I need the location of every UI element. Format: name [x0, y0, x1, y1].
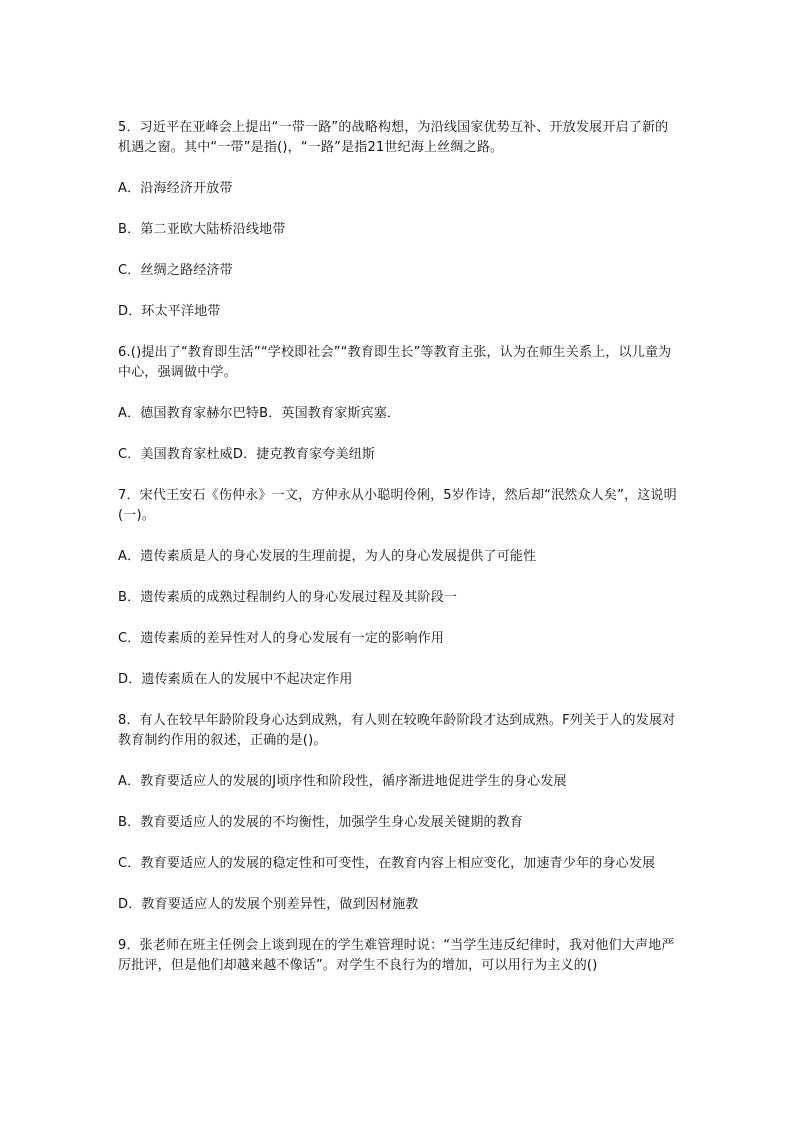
- question-8-option-b: B．教育要适应人的发展的不均衡性，加强学生身心发展关键期的教育: [118, 815, 524, 830]
- question-5-option-b: B．第二亚欧大陆桥沿线地带: [118, 222, 286, 237]
- question-5-option-c: C．丝绸之路经济带: [118, 263, 233, 278]
- question-5-option-d: D．环太平洋地带: [118, 304, 221, 319]
- document-page: [118, 118, 678, 997]
- question-7-stem: 7．宋代王安石《伤仲永》一文，方仲永从小聪明伶俐，5岁作诗，然后却“泯然众人矣”，这说明(一)。: [118, 488, 677, 523]
- question-8-option-c: C．教育要适应人的发展的稳定性和可变性，在教育内容上相应变化，加速青少年的身心发展: [118, 856, 656, 871]
- question-6-options-cd: C．美国教育家杜威D．捷克教育家夸美纽斯: [118, 447, 376, 462]
- question-8-option-a: A．教育要适应人的发展的J顷序性和阶段性，循序渐进地促进学生的身心发展: [118, 774, 567, 789]
- question-5-option-a: A．沿海经济开放带: [118, 181, 233, 196]
- question-6-options-ab: A．德国教育家赫尔巴特B．英国教育家斯宾塞．: [118, 406, 401, 421]
- question-6-stem: 6.()提出了“教育即生活”“学校即社会”“教育即生长”等教育主张，认为在师生关系上，以儿童为中心，强调做中学。: [118, 345, 672, 380]
- question-7-option-b: B．遗传素质的成熟过程制约人的身心发展过程及其阶段一: [118, 590, 458, 605]
- question-7-option-d: D．遗传素质在人的发展中不起决定作用: [118, 672, 353, 687]
- question-8-stem: 8．有人在较早年龄阶段身心达到成熟，有人则在较晚年龄阶段才达到成熟。F列关于人的发展对教育制约作用的叙述，正确的是()。: [118, 713, 676, 748]
- question-7-option-a: A．遗传素质是人的身心发展的生理前提，为人的身心发展提供了可能性: [118, 549, 537, 564]
- question-5-stem: 5．习近平在亚峰会上提出“一带一路”的战略构想，为沿线国家优势互补、开放发展开启了新的机遇之窗。其中“一带”是指()，“一路”是指21世纪海上丝绸之路。: [118, 120, 669, 155]
- question-7-option-c: C．遗传素质的差异性对人的身心发展有一定的影响作用: [118, 631, 445, 646]
- question-8-option-d: D．教育要适应人的发展个别差异性，做到因材施教: [118, 897, 419, 912]
- question-9-stem: 9．张老师在班主任例会上谈到现在的学生难管理时说：“当学生违反纪律时，我对他们大声地严厉批评，但是他们却越来越不像话”。对学生不良行为的增加，可以用行为主义的(): [118, 938, 675, 973]
